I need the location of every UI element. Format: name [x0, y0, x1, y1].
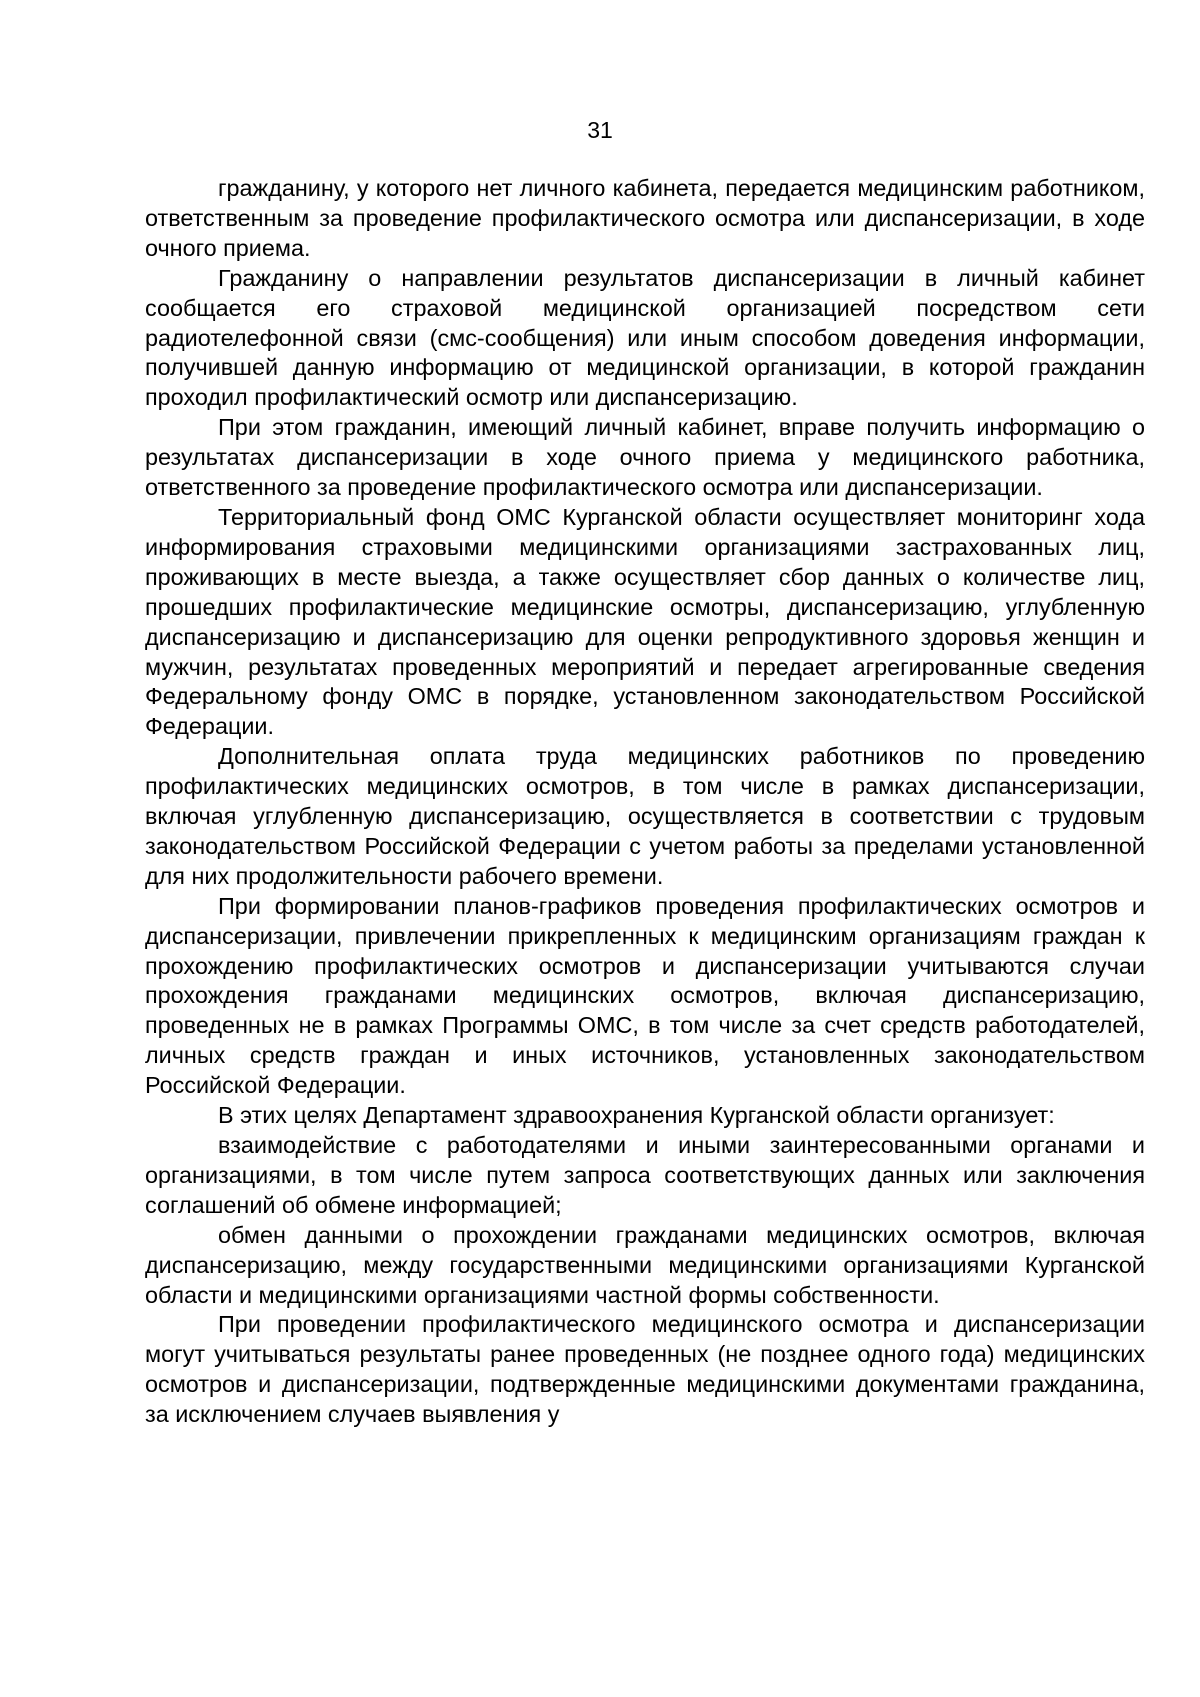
paragraph-territorial-fund-monitoring: Территориальный фонд ОМС Курганской области осуществляет мониторинг хода информирования страховыми медицинскими организациями застрахованных лиц, проживающих в месте выезда, а также осуществляет сбор данных о количестве лиц, прошедших профилактические медицинские осмотры, диспансеризацию, углубленную диспансеризацию и диспансеризацию для оценки репродуктивного здоровья женщин и мужчин, результатах проведенных мероприятий и передает агрегированные сведения Федеральному фонду ОМС в порядке, установленном законодательством Российской Федерации. [145, 503, 1145, 740]
paragraph-results-notification: Гражданину о направлении результатов диспансеризации в личный кабинет сообщается его страховой медицинской организацией посредством сети радиотелефонной связи (смс-сообщения) или иным способом доведения информации, получившей данную информацию от медицинской организации, в которой гражданин проходил профилактический осмотр или диспансеризацию. [145, 264, 1145, 411]
paragraph-additional-pay: Дополнительная оплата труда медицинских работников по проведению профилактических медицинских осмотров, в том числе в рамках диспансеризации, включая углубленную диспансеризацию, осуществляется в соответствии с трудовым законодательством Российской Федерации с учетом работы за пределами установленной для них продолжительности рабочего времени. [145, 743, 1145, 889]
paragraph-personal-account-right: При этом гражданин, имеющий личный кабинет, вправе получить информацию о результатах диспансеризации в ходе очного приема у медицинского работника, ответственного за проведение профилактического осмотра или диспансеризации. [145, 414, 1145, 501]
paragraph-department-organizes: В этих целях Департамент здравоохранения Курганской области организует: [218, 1102, 1055, 1129]
document-body [145, 174, 1145, 1430]
paragraph-employer-interaction: взаимодействие с работодателями и иными заинтересованными органами и организациями, в том числе путем запроса соответствующих данных или заключения соглашений об обмене информацией; [145, 1132, 1145, 1218]
page-number: 31 [587, 117, 613, 143]
paragraph-previous-results: При проведении профилактического медицинского осмотра и диспансеризации могут учитываться результаты ранее проведенных (не позднее одного года) медицинских осмотров и диспансеризации, подтвержденные медицинскими документами гражданина, за исключением случаев выявления у [145, 1311, 1145, 1428]
paragraph-data-exchange: обмен данными о прохождении гражданами медицинских осмотров, включая диспансеризацию, между государственными медицинскими организациями Курганской области и медицинскими организациями частной формы собственности. [145, 1221, 1145, 1308]
paragraph-schedule-planning: При формировании планов-графиков проведения профилактических осмотров и диспансеризации, привлечении прикрепленных к медицинским организациям граждан к прохождению профилактических осмотров и диспансеризации учитываются случаи прохождения гражданами медицинских осмотров, включая диспансеризацию, проведенных не в рамках Программы ОМС, в том числе за счет средств работодателей, личных средств граждан и иных источников, установленных законодательством Российской Федерации. [145, 892, 1145, 1099]
paragraph-continuation: гражданину, у которого нет личного кабинета, передается медицинским работником, ответственным за проведение профилактического осмотра или диспансеризации, в ходе очного приема. [145, 175, 1145, 261]
